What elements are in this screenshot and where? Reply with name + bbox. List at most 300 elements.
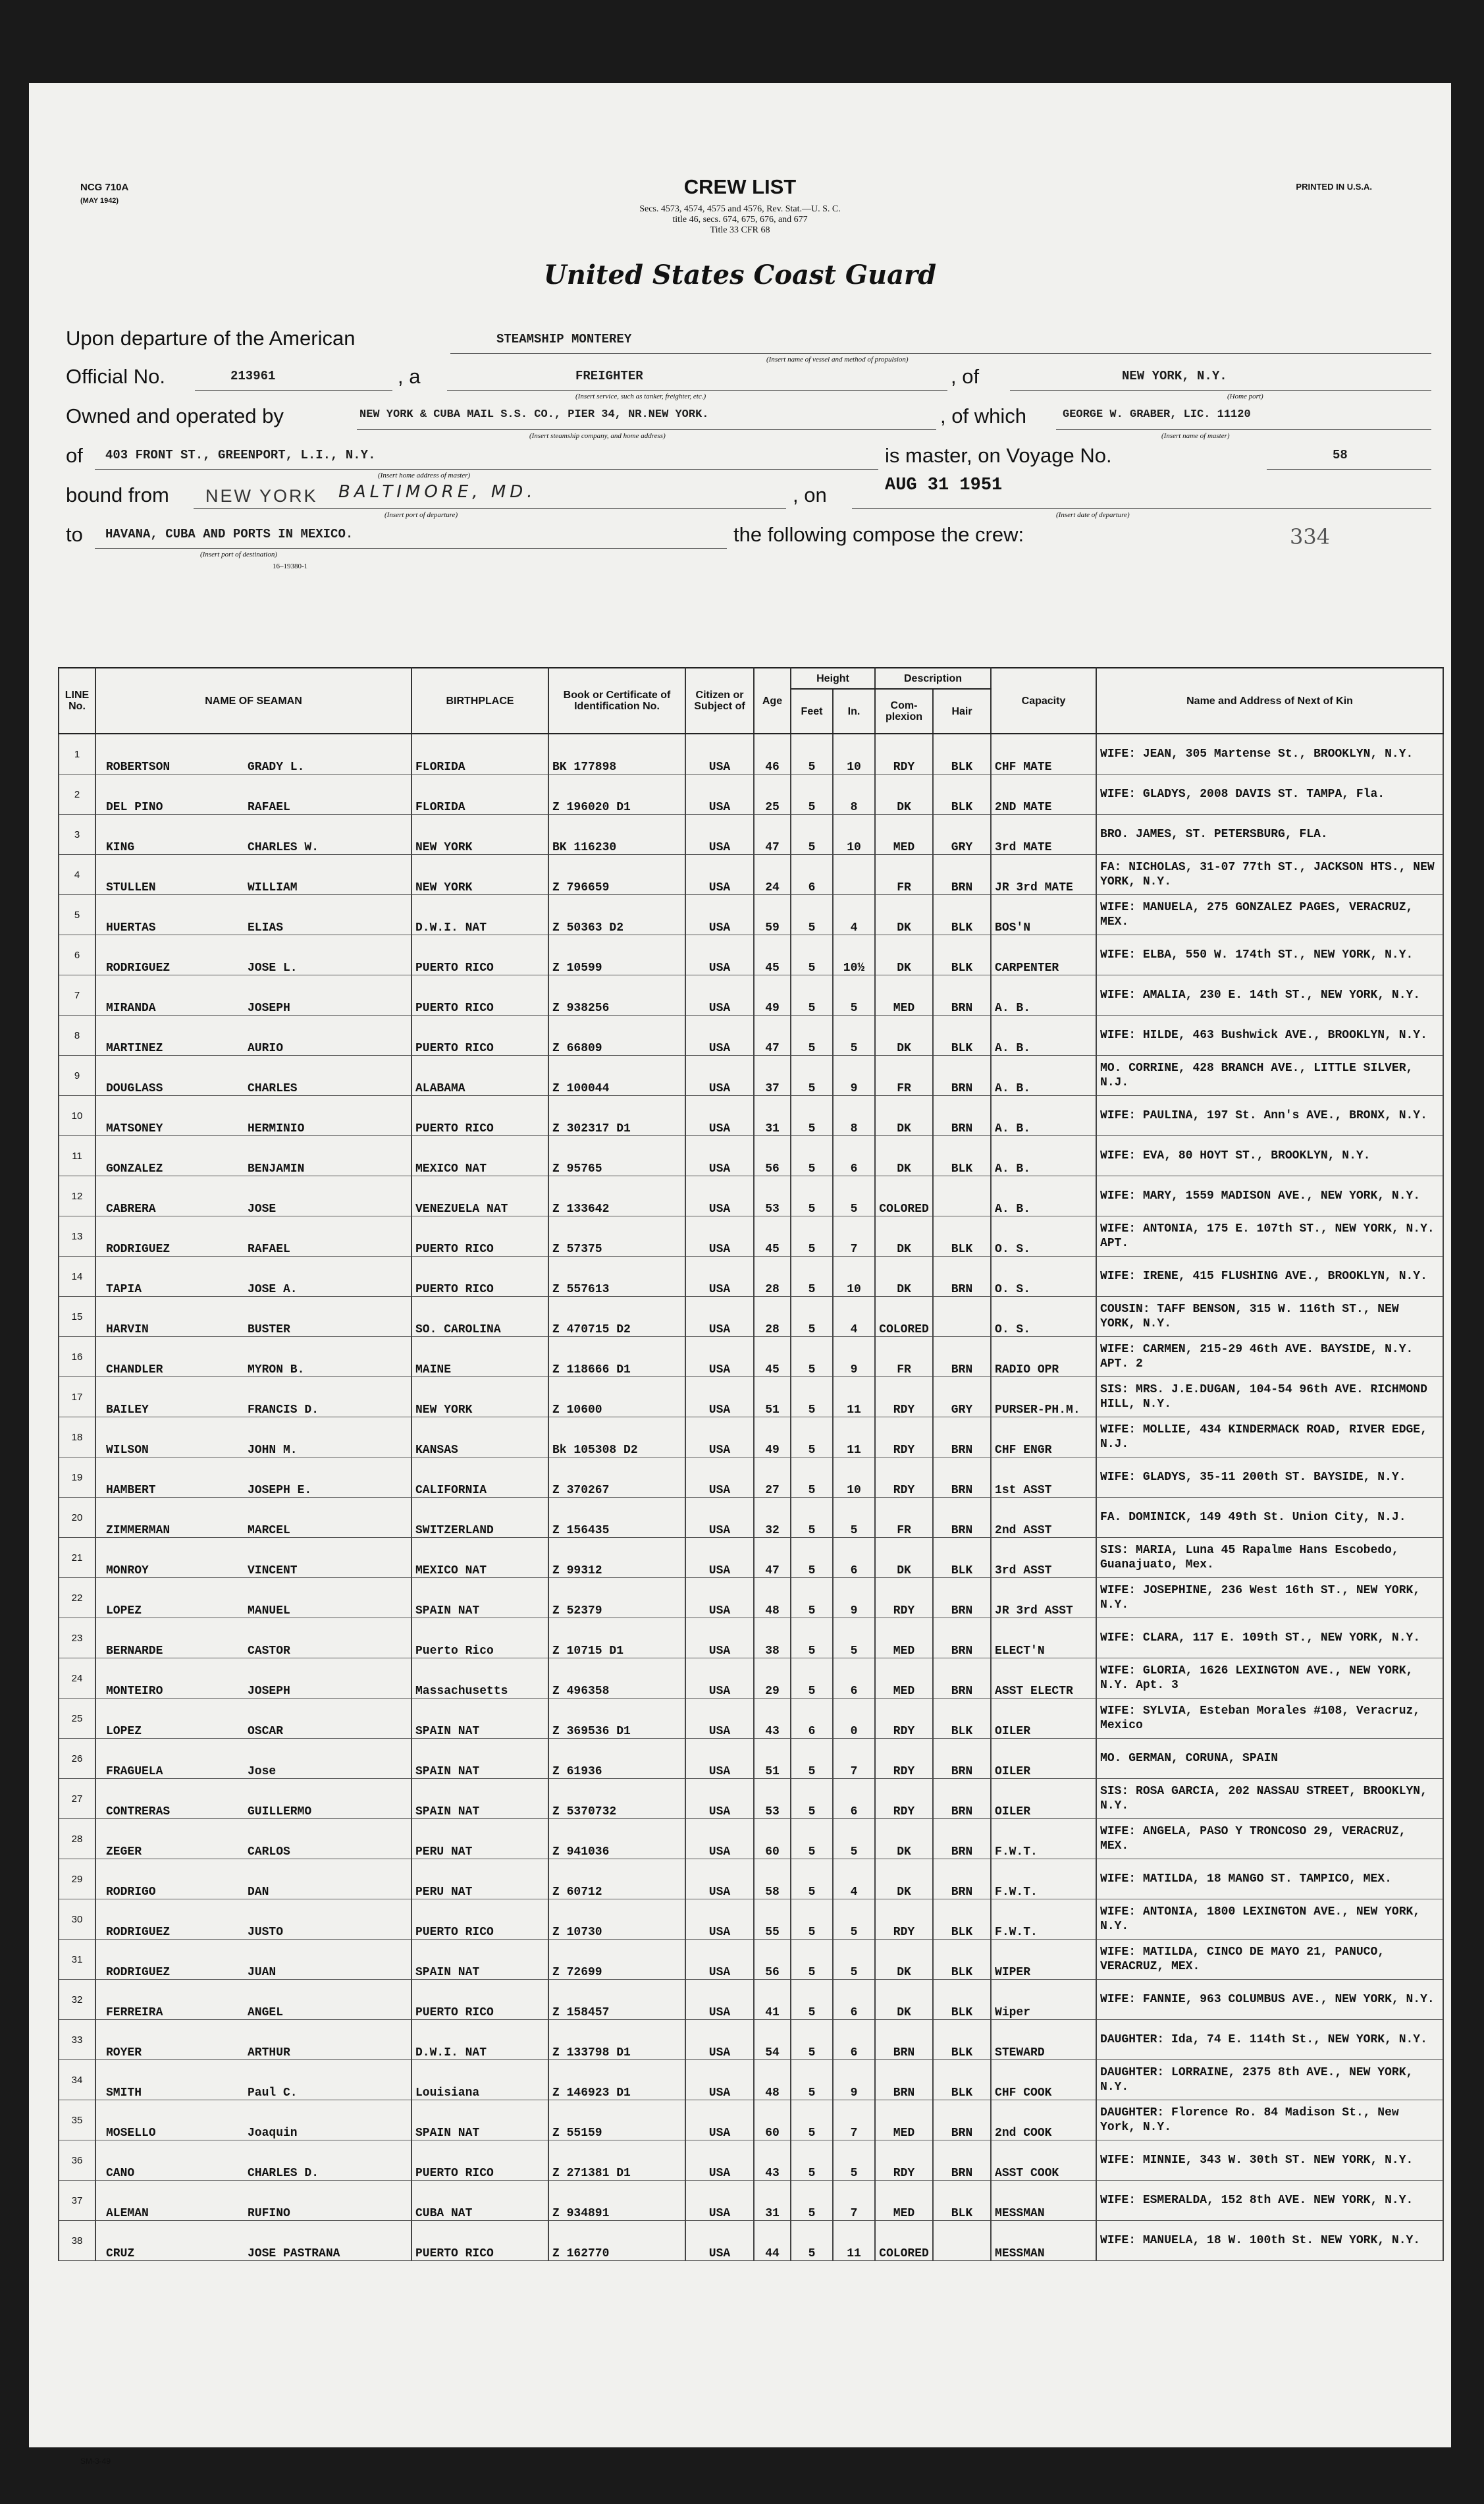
capacity: O. S. bbox=[991, 1297, 1096, 1337]
next-of-kin: WIFE: IRENE, 415 FLUSHING AVE., BROOKLYN, N.Y. bbox=[1096, 1257, 1443, 1297]
birthplace: SPAIN NAT bbox=[411, 1578, 548, 1618]
next-of-kin: WIFE: MANUELA, 275 GONZALEZ PAGES, VERACRUZ, MEX. bbox=[1096, 895, 1443, 935]
citizenship: USA bbox=[685, 1216, 754, 1257]
master-name: GEORGE W. GRABER, LIC. 11120 bbox=[1063, 408, 1251, 421]
surname: KING bbox=[106, 841, 135, 854]
certificate-number: Z 60712 bbox=[548, 1859, 685, 1899]
citizenship: USA bbox=[685, 2140, 754, 2181]
surname: MARTINEZ bbox=[106, 1042, 163, 1055]
next-of-kin: WIFE: MATILDA, CINCO DE MAYO 21, PANUCO, VERACRUZ, MEX. bbox=[1096, 1940, 1443, 1980]
complexion: RDY bbox=[875, 1739, 933, 1779]
seaman-name bbox=[95, 1417, 411, 1457]
capacity: O. S. bbox=[991, 1216, 1096, 1257]
hair-color: BRN bbox=[933, 1417, 991, 1457]
certificate-number: Z 72699 bbox=[548, 1940, 685, 1980]
given-name: CARLOS bbox=[248, 1845, 290, 1859]
height-feet: 5 bbox=[791, 1739, 833, 1779]
age: 53 bbox=[754, 1176, 791, 1216]
seaman-name bbox=[95, 1618, 411, 1658]
height-feet: 5 bbox=[791, 1257, 833, 1297]
height-inches: 5 bbox=[833, 1618, 875, 1658]
height-inches: 10 bbox=[833, 815, 875, 855]
vessel-note: (Insert name of vessel and method of propulsion) bbox=[766, 356, 909, 364]
line-number: 14 bbox=[59, 1257, 95, 1297]
seaman-name bbox=[95, 775, 411, 815]
line-number: 28 bbox=[59, 1819, 95, 1859]
next-of-kin: FA: NICHOLAS, 31-07 77th ST., JACKSON HTS., NEW YORK, N.Y. bbox=[1096, 855, 1443, 895]
age: 47 bbox=[754, 1016, 791, 1056]
home-port-note: (Home port) bbox=[1227, 393, 1263, 400]
next-of-kin: WIFE: FANNIE, 963 COLUMBUS AVE., NEW YORK, N.Y. bbox=[1096, 1980, 1443, 2020]
line-number: 27 bbox=[59, 1779, 95, 1819]
departure-date-note: (Insert date of departure) bbox=[1056, 511, 1130, 519]
certificate-number: Z 156435 bbox=[548, 1498, 685, 1538]
seaman-name bbox=[95, 855, 411, 895]
height-feet: 5 bbox=[791, 1578, 833, 1618]
capacity: ASST ELECTR bbox=[991, 1658, 1096, 1699]
height-feet: 5 bbox=[791, 1056, 833, 1096]
table-row bbox=[59, 855, 1443, 895]
complexion: RDY bbox=[875, 1699, 933, 1739]
line-number: 8 bbox=[59, 1016, 95, 1056]
hair-color: GRY bbox=[933, 815, 991, 855]
height-feet: 5 bbox=[791, 1016, 833, 1056]
table-row bbox=[59, 2060, 1443, 2100]
seaman-name bbox=[95, 895, 411, 935]
capacity: O. S. bbox=[991, 1257, 1096, 1297]
col-description: Description bbox=[875, 668, 991, 689]
next-of-kin: WIFE: GLADYS, 35-11 200th ST. BAYSIDE, N.Y. bbox=[1096, 1457, 1443, 1498]
label-on: , on bbox=[793, 483, 827, 506]
given-name: DAN bbox=[248, 1886, 269, 1899]
hair-color: BRN bbox=[933, 1779, 991, 1819]
seaman-name bbox=[95, 1779, 411, 1819]
complexion: DK bbox=[875, 935, 933, 975]
line-number: 23 bbox=[59, 1618, 95, 1658]
height-inches: 7 bbox=[833, 1216, 875, 1257]
hair-color: BRN bbox=[933, 1337, 991, 1377]
hair-color: BRN bbox=[933, 855, 991, 895]
height-inches: 7 bbox=[833, 2100, 875, 2140]
certificate-number: Z 133642 bbox=[548, 1176, 685, 1216]
complexion: DK bbox=[875, 895, 933, 935]
citizenship: USA bbox=[685, 1377, 754, 1417]
citizenship: USA bbox=[685, 1980, 754, 2020]
birthplace: SO. CAROLINA bbox=[411, 1297, 548, 1337]
table-row bbox=[59, 1498, 1443, 1538]
certificate-number: Z 10730 bbox=[548, 1899, 685, 1940]
hair-color: BRN bbox=[933, 1498, 991, 1538]
certificate-number: Z 271381 D1 bbox=[548, 2140, 685, 2181]
next-of-kin: WIFE: JOSEPHINE, 236 West 16th ST., NEW YORK, N.Y. bbox=[1096, 1578, 1443, 1618]
surname: TAPIA bbox=[106, 1283, 142, 1296]
seaman-name bbox=[95, 1136, 411, 1176]
birthplace: PUERTO RICO bbox=[411, 1216, 548, 1257]
next-of-kin: WIFE: EVA, 80 HOYT ST., BROOKLYN, N.Y. bbox=[1096, 1136, 1443, 1176]
age: 49 bbox=[754, 975, 791, 1016]
table-row bbox=[59, 1899, 1443, 1940]
capacity: 2ND MATE bbox=[991, 775, 1096, 815]
height-inches: 9 bbox=[833, 1337, 875, 1377]
table-row bbox=[59, 1699, 1443, 1739]
line-number: 4 bbox=[59, 855, 95, 895]
birthplace: Massachusetts bbox=[411, 1658, 548, 1699]
certificate-number: Z 55159 bbox=[548, 2100, 685, 2140]
line-number: 31 bbox=[59, 1940, 95, 1980]
citizenship: USA bbox=[685, 1859, 754, 1899]
birthplace: D.W.I. NAT bbox=[411, 2020, 548, 2060]
height-feet: 5 bbox=[791, 1377, 833, 1417]
certificate-number: Z 162770 bbox=[548, 2221, 685, 2261]
given-name: MARCEL bbox=[248, 1524, 290, 1537]
height-feet: 6 bbox=[791, 1699, 833, 1739]
next-of-kin: WIFE: JEAN, 305 Martense St., BROOKLYN, N.Y. bbox=[1096, 734, 1443, 775]
capacity: A. B. bbox=[991, 975, 1096, 1016]
seaman-name bbox=[95, 1980, 411, 2020]
citizenship: USA bbox=[685, 1096, 754, 1136]
height-feet: 5 bbox=[791, 1859, 833, 1899]
label-departure: Upon departure of the American bbox=[66, 327, 356, 350]
citizenship: USA bbox=[685, 1779, 754, 1819]
birthplace: Puerto Rico bbox=[411, 1618, 548, 1658]
capacity: ASST COOK bbox=[991, 2140, 1096, 2181]
complexion: RDY bbox=[875, 1457, 933, 1498]
surname: CONTRERAS bbox=[106, 1805, 171, 1818]
next-of-kin: BRO. JAMES, ST. PETERSBURG, FLA. bbox=[1096, 815, 1443, 855]
citizenship: USA bbox=[685, 1578, 754, 1618]
height-feet: 5 bbox=[791, 1096, 833, 1136]
table-row bbox=[59, 815, 1443, 855]
table-row bbox=[59, 1779, 1443, 1819]
next-of-kin: WIFE: ELBA, 550 W. 174th ST., NEW YORK, N.Y. bbox=[1096, 935, 1443, 975]
vessel-service: FREIGHTER bbox=[575, 369, 643, 383]
certificate-number: Bk 105308 D2 bbox=[548, 1417, 685, 1457]
line-number: 16 bbox=[59, 1337, 95, 1377]
complexion: FR bbox=[875, 1337, 933, 1377]
height-inches: 5 bbox=[833, 1016, 875, 1056]
birthplace: PUERTO RICO bbox=[411, 1096, 548, 1136]
height-inches: 6 bbox=[833, 2020, 875, 2060]
birthplace: NEW YORK bbox=[411, 1377, 548, 1417]
seaman-name bbox=[95, 2020, 411, 2060]
label-of: , of bbox=[951, 365, 980, 388]
complexion: DK bbox=[875, 1819, 933, 1859]
line-number: 17 bbox=[59, 1377, 95, 1417]
capacity: OILER bbox=[991, 1699, 1096, 1739]
line-number: 26 bbox=[59, 1739, 95, 1779]
hair-color: BLK bbox=[933, 2181, 991, 2221]
age: 28 bbox=[754, 1257, 791, 1297]
given-name: OSCAR bbox=[248, 1725, 284, 1738]
line-number: 11 bbox=[59, 1136, 95, 1176]
hair-color: BRN bbox=[933, 1819, 991, 1859]
next-of-kin: WIFE: MANUELA, 18 W. 100th St. NEW YORK, N.Y. bbox=[1096, 2221, 1443, 2261]
hair-color bbox=[933, 2221, 991, 2261]
surname: SMITH bbox=[106, 2086, 142, 2100]
capacity: MESSMAN bbox=[991, 2181, 1096, 2221]
citizenship: USA bbox=[685, 1136, 754, 1176]
capacity: A. B. bbox=[991, 1136, 1096, 1176]
complexion: RDY bbox=[875, 1578, 933, 1618]
height-inches: 7 bbox=[833, 2181, 875, 2221]
seaman-name bbox=[95, 1096, 411, 1136]
vessel-name: STEAMSHIP MONTEREY bbox=[496, 332, 632, 346]
complexion: RDY bbox=[875, 1377, 933, 1417]
seaman-name bbox=[95, 1739, 411, 1779]
height-feet: 5 bbox=[791, 1337, 833, 1377]
citizenship: USA bbox=[685, 2060, 754, 2100]
certificate-number: Z 938256 bbox=[548, 975, 685, 1016]
next-of-kin: WIFE: GLADYS, 2008 DAVIS ST. TAMPA, Fla. bbox=[1096, 775, 1443, 815]
line-number: 15 bbox=[59, 1297, 95, 1337]
surname: HAMBERT bbox=[106, 1484, 156, 1497]
birthplace: SPAIN NAT bbox=[411, 2100, 548, 2140]
table-row bbox=[59, 935, 1443, 975]
age: 31 bbox=[754, 1096, 791, 1136]
hair-color: BRN bbox=[933, 1457, 991, 1498]
surname: RODRIGUEZ bbox=[106, 1966, 171, 1979]
height-inches: 11 bbox=[833, 1417, 875, 1457]
table-row bbox=[59, 1457, 1443, 1498]
table-row bbox=[59, 1658, 1443, 1699]
surname: ROBERTSON bbox=[106, 761, 171, 774]
age: 31 bbox=[754, 2181, 791, 2221]
citizenship: USA bbox=[685, 734, 754, 775]
seaman-name bbox=[95, 2100, 411, 2140]
surname: HARVIN bbox=[106, 1323, 149, 1336]
height-feet: 5 bbox=[791, 895, 833, 935]
line-number: 2 bbox=[59, 775, 95, 815]
departure-port: NEW YORK bbox=[205, 486, 318, 506]
age: 60 bbox=[754, 2100, 791, 2140]
citizenship: USA bbox=[685, 855, 754, 895]
capacity: 3rd ASST bbox=[991, 1538, 1096, 1578]
capacity: JR 3rd MATE bbox=[991, 855, 1096, 895]
citizenship: USA bbox=[685, 815, 754, 855]
seaman-name bbox=[95, 1819, 411, 1859]
capacity: WIPER bbox=[991, 1940, 1096, 1980]
certificate-number: Z 369536 D1 bbox=[548, 1699, 685, 1739]
given-name: VINCENT bbox=[248, 1564, 298, 1577]
hair-color: BRN bbox=[933, 1658, 991, 1699]
citizenship: USA bbox=[685, 1538, 754, 1578]
hair-color: GRY bbox=[933, 1377, 991, 1417]
next-of-kin: WIFE: ANGELA, PASO Y TRONCOSO 29, VERACRUZ, MEX. bbox=[1096, 1819, 1443, 1859]
surname: MATSONEY bbox=[106, 1122, 163, 1135]
age: 25 bbox=[754, 775, 791, 815]
col-inches: In. bbox=[833, 689, 875, 734]
birthplace: SPAIN NAT bbox=[411, 1699, 548, 1739]
table-row bbox=[59, 1096, 1443, 1136]
given-name: WILLIAM bbox=[248, 881, 298, 894]
height-inches: 4 bbox=[833, 1859, 875, 1899]
table-row bbox=[59, 975, 1443, 1016]
given-name: Paul C. bbox=[248, 2086, 298, 2100]
line-number: 5 bbox=[59, 895, 95, 935]
height-inches: 11 bbox=[833, 2221, 875, 2261]
hair-color: BLK bbox=[933, 1899, 991, 1940]
surname: ALEMAN bbox=[106, 2207, 149, 2220]
given-name: JOSE A. bbox=[248, 1283, 298, 1296]
complexion: MED bbox=[875, 1618, 933, 1658]
capacity: MESSMAN bbox=[991, 2221, 1096, 2261]
height-feet: 5 bbox=[791, 1457, 833, 1498]
hair-color: BLK bbox=[933, 895, 991, 935]
surname: LOPEZ bbox=[106, 1604, 142, 1618]
hair-color: BLK bbox=[933, 1016, 991, 1056]
age: 44 bbox=[754, 2221, 791, 2261]
birthplace: PUERTO RICO bbox=[411, 2221, 548, 2261]
birthplace: SPAIN NAT bbox=[411, 1940, 548, 1980]
col-book-no: Book or Certificate of Identification No. bbox=[548, 668, 685, 734]
height-feet: 5 bbox=[791, 2140, 833, 2181]
table-row bbox=[59, 1980, 1443, 2020]
hair-color bbox=[933, 1297, 991, 1337]
given-name: CASTOR bbox=[248, 1645, 290, 1658]
label-official-no: Official No. bbox=[66, 365, 166, 388]
agency-title: United States Coast Guard bbox=[543, 259, 937, 290]
birthplace: SPAIN NAT bbox=[411, 1739, 548, 1779]
height-inches: 6 bbox=[833, 1136, 875, 1176]
height-inches: 9 bbox=[833, 1578, 875, 1618]
table-row bbox=[59, 1176, 1443, 1216]
table-row bbox=[59, 1940, 1443, 1980]
height-feet: 5 bbox=[791, 1819, 833, 1859]
height-feet: 5 bbox=[791, 2221, 833, 2261]
birthplace: Louisiana bbox=[411, 2060, 548, 2100]
line-number: 35 bbox=[59, 2100, 95, 2140]
next-of-kin: WIFE: CLARA, 117 E. 109th ST., NEW YORK, N.Y. bbox=[1096, 1618, 1443, 1658]
table-row bbox=[59, 1377, 1443, 1417]
seaman-name bbox=[95, 1940, 411, 1980]
line-number: 9 bbox=[59, 1056, 95, 1096]
height-feet: 5 bbox=[791, 1176, 833, 1216]
seaman-name bbox=[95, 1016, 411, 1056]
citizenship: USA bbox=[685, 1257, 754, 1297]
hair-color: BLK bbox=[933, 2020, 991, 2060]
height-feet: 5 bbox=[791, 1618, 833, 1658]
given-name: ANGEL bbox=[248, 2006, 284, 2019]
next-of-kin: WIFE: AMALIA, 230 E. 14th ST., NEW YORK, N.Y. bbox=[1096, 975, 1443, 1016]
surname: DEL PINO bbox=[106, 801, 163, 814]
line-number: 20 bbox=[59, 1498, 95, 1538]
age: 49 bbox=[754, 1417, 791, 1457]
line-number: 38 bbox=[59, 2221, 95, 2261]
surname: CHANDLER bbox=[106, 1363, 163, 1376]
seaman-name bbox=[95, 1658, 411, 1699]
height-inches: 8 bbox=[833, 1096, 875, 1136]
statute-citation: Secs. 4573, 4574, 4575 and 4576, Rev. Stat.—U. S. C. title 46, secs. 674, 675, 676, and 677 Title 33 CFR 68 bbox=[639, 204, 841, 235]
surname: GONZALEZ bbox=[106, 1162, 163, 1176]
citizenship: USA bbox=[685, 1297, 754, 1337]
seaman-name bbox=[95, 2181, 411, 2221]
next-of-kin: SIS: MRS. J.E.DUGAN, 104-54 96th AVE. RICHMOND HILL, N.Y. bbox=[1096, 1377, 1443, 1417]
table-row bbox=[59, 1337, 1443, 1377]
age: 24 bbox=[754, 855, 791, 895]
complexion: DK bbox=[875, 1940, 933, 1980]
height-inches: 5 bbox=[833, 1940, 875, 1980]
label-voyage: is master, on Voyage No. bbox=[885, 444, 1112, 467]
line-number: 1 bbox=[59, 734, 95, 775]
capacity: F.W.T. bbox=[991, 1819, 1096, 1859]
citizenship: USA bbox=[685, 1618, 754, 1658]
seaman-name bbox=[95, 1859, 411, 1899]
height-feet: 5 bbox=[791, 815, 833, 855]
seaman-name bbox=[95, 1056, 411, 1096]
height-inches: 5 bbox=[833, 1899, 875, 1940]
surname: HUERTAS bbox=[106, 921, 156, 935]
surname: ZEGER bbox=[106, 1845, 142, 1859]
age: 60 bbox=[754, 1819, 791, 1859]
table-row bbox=[59, 1538, 1443, 1578]
capacity: 1st ASST bbox=[991, 1457, 1096, 1498]
citizenship: USA bbox=[685, 895, 754, 935]
line-number: 3 bbox=[59, 815, 95, 855]
height-inches: 7 bbox=[833, 1739, 875, 1779]
given-name: JOHN M. bbox=[248, 1444, 298, 1457]
hair-color: BRN bbox=[933, 1859, 991, 1899]
owner-note: (Insert steamship company, and home address) bbox=[529, 432, 666, 440]
next-of-kin: SIS: ROSA GARCIA, 202 NASSAU STREET, BROOKLYN, N.Y. bbox=[1096, 1779, 1443, 1819]
hair-color: BLK bbox=[933, 2060, 991, 2100]
complexion: MED bbox=[875, 2100, 933, 2140]
complexion: DK bbox=[875, 1136, 933, 1176]
hair-color: BRN bbox=[933, 1096, 991, 1136]
given-name: AURIO bbox=[248, 1042, 284, 1055]
birthplace: MEXICO NAT bbox=[411, 1538, 548, 1578]
height-feet: 5 bbox=[791, 1136, 833, 1176]
age: 48 bbox=[754, 2060, 791, 2100]
col-line-no: LINE No. bbox=[59, 668, 95, 734]
height-inches: 10 bbox=[833, 734, 875, 775]
seaman-name bbox=[95, 1337, 411, 1377]
next-of-kin: WIFE: ANTONIA, 1800 LEXINGTON AVE., NEW YORK, N.Y. bbox=[1096, 1899, 1443, 1940]
master-note: (Insert name of master) bbox=[1161, 432, 1230, 440]
birthplace: VENEZUELA NAT bbox=[411, 1176, 548, 1216]
surname: BERNARDE bbox=[106, 1645, 163, 1658]
birthplace: PUERTO RICO bbox=[411, 1899, 548, 1940]
surname: ROYER bbox=[106, 2046, 142, 2059]
certificate-number: Z 99312 bbox=[548, 1538, 685, 1578]
seaman-name bbox=[95, 1538, 411, 1578]
given-name: GUILLERMO bbox=[248, 1805, 312, 1818]
certificate-number: Z 934891 bbox=[548, 2181, 685, 2221]
capacity: A. B. bbox=[991, 1016, 1096, 1056]
table-row bbox=[59, 1056, 1443, 1096]
seaman-name bbox=[95, 1699, 411, 1739]
height-inches: 6 bbox=[833, 1779, 875, 1819]
certificate-number: Z 146923 D1 bbox=[548, 2060, 685, 2100]
hair-color: BLK bbox=[933, 1980, 991, 2020]
citizenship: USA bbox=[685, 2181, 754, 2221]
certificate-number: Z 557613 bbox=[548, 1257, 685, 1297]
surname: FERREIRA bbox=[106, 2006, 163, 2019]
next-of-kin: SIS: MARIA, Luna 45 Rapalme Hans Escobedo, Guanajuato, Mex. bbox=[1096, 1538, 1443, 1578]
height-inches: 11 bbox=[833, 1377, 875, 1417]
hair-color: BLK bbox=[933, 1136, 991, 1176]
next-of-kin: WIFE: SYLVIA, Esteban Morales #108, Veracruz, Mexico bbox=[1096, 1699, 1443, 1739]
line-number: 21 bbox=[59, 1538, 95, 1578]
surname: RODRIGO bbox=[106, 1886, 156, 1899]
col-citizen: Citizen or Subject of bbox=[685, 668, 754, 734]
capacity: CARPENTER bbox=[991, 935, 1096, 975]
age: 58 bbox=[754, 1859, 791, 1899]
complexion: MED bbox=[875, 815, 933, 855]
col-complexion: Com-plexion bbox=[875, 689, 933, 734]
given-name: JOSEPH bbox=[248, 1002, 290, 1015]
departure-port-note: (Insert port of departure) bbox=[384, 511, 458, 519]
next-of-kin: WIFE: MINNIE, 343 W. 30th ST. NEW YORK, N.Y. bbox=[1096, 2140, 1443, 2181]
